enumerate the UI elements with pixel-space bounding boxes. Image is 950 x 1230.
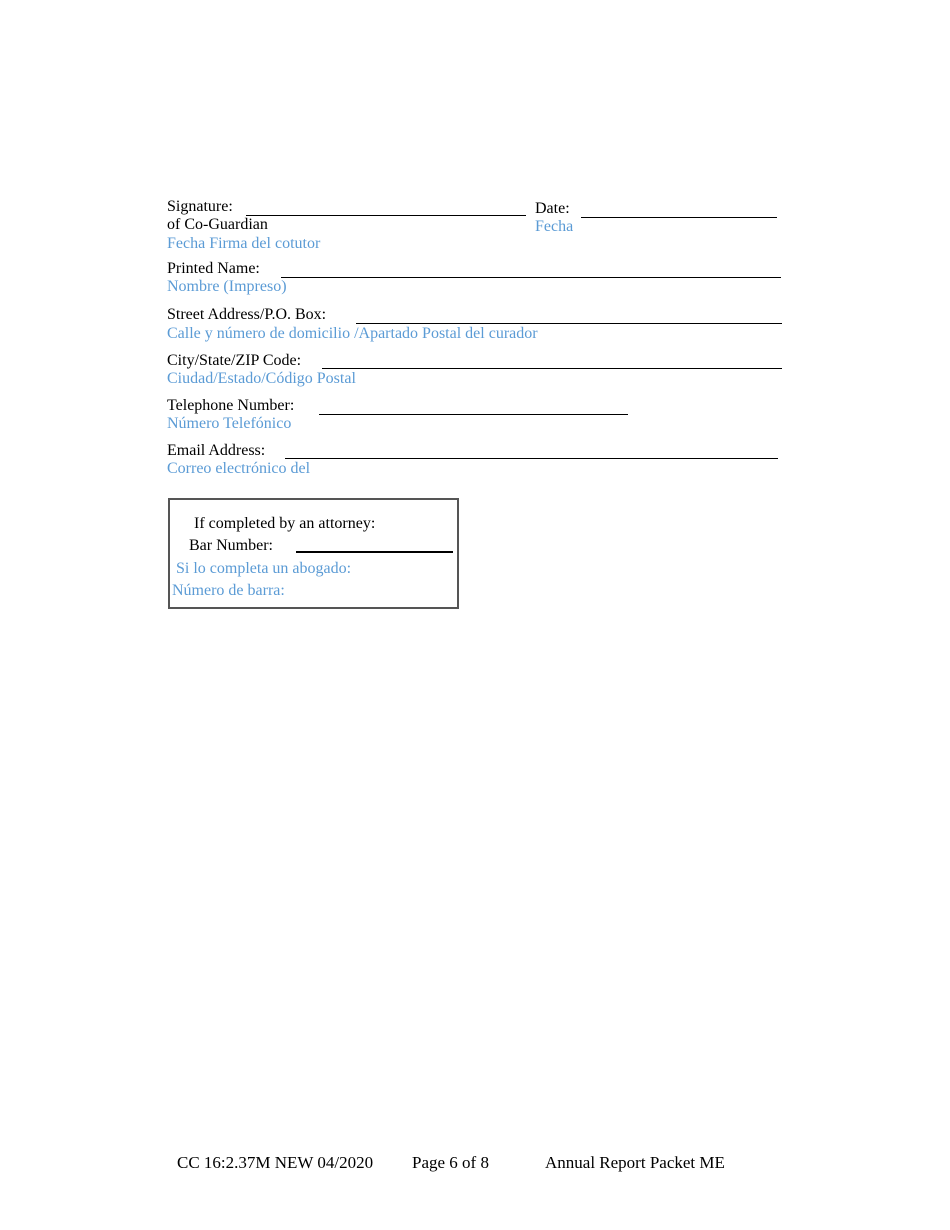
city-state-zip-field[interactable]	[322, 368, 782, 369]
bar-number-label: Bar Number:	[189, 537, 273, 554]
street-address-label: Street Address/P.O. Box:	[167, 306, 327, 323]
printed-name-label-spanish: Nombre (Impreso)	[167, 278, 287, 295]
city-state-zip-label: City/State/ZIP Code:	[167, 352, 302, 369]
footer-page-number: Page 6 of 8	[412, 1153, 489, 1172]
bar-number-label-spanish: Número de barra:	[172, 582, 285, 599]
printed-name-field[interactable]	[281, 277, 781, 278]
signature-sublabel: of Co-Guardian	[167, 216, 268, 233]
telephone-field[interactable]	[319, 414, 628, 415]
footer-form-code: CC 16:2.37M NEW 04/2020	[177, 1153, 374, 1172]
telephone-label: Telephone Number:	[167, 397, 295, 414]
email-label: Email Address:	[167, 442, 266, 459]
street-address-field[interactable]	[356, 323, 782, 324]
date-label-spanish: Fecha	[535, 218, 574, 235]
printed-name-label: Printed Name:	[167, 260, 260, 277]
attorney-box	[168, 498, 459, 609]
date-label: Date:	[535, 200, 570, 217]
footer-packet-title: Annual Report Packet ME	[545, 1153, 725, 1172]
signature-label-spanish: Fecha Firma del cotutor	[167, 235, 321, 252]
signature-label: Signature:	[167, 198, 233, 215]
email-field[interactable]	[285, 458, 778, 459]
date-field[interactable]	[581, 217, 777, 218]
telephone-label-spanish: Número Telefónico	[167, 415, 292, 432]
attorney-heading-spanish: Si lo completa un abogado:	[176, 560, 352, 577]
street-address-label-spanish: Calle y número de domicilio /Apartado Postal del curador	[167, 325, 538, 342]
attorney-heading: If completed by an attorney:	[194, 515, 376, 532]
bar-number-field[interactable]	[296, 551, 453, 553]
signature-field[interactable]	[246, 215, 526, 216]
email-label-spanish: Correo electrónico del	[167, 460, 311, 477]
city-state-zip-label-spanish: Ciudad/Estado/Código Postal	[167, 370, 356, 387]
